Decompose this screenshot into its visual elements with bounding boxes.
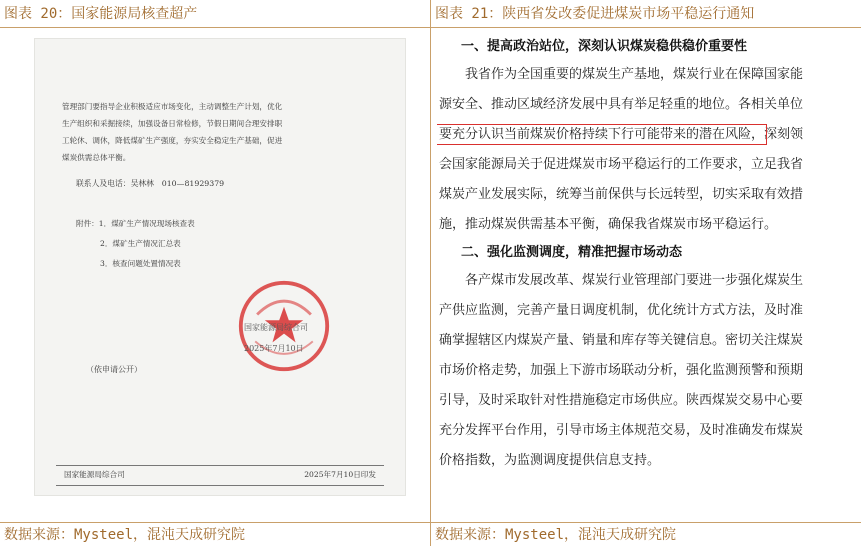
highlighted-risk-text: 要充分认识当前煤炭价格持续下行可能带来的潜在风险，	[439, 127, 765, 142]
paragraph-line: 煤炭产业发展实际，统筹当前保供与长远转型，切实采取有效措	[439, 187, 804, 202]
document-attachments	[76, 214, 195, 274]
figure-20-title: 图表 20：国家能源局核查超产	[0, 0, 430, 28]
document-line: 管理部门要指导企业积极适应市场变化，主动调整生产计划，优化	[62, 102, 283, 111]
figure-21-title: 图表 21：陕西省发改委促进煤炭市场平稳运行通知	[431, 0, 861, 28]
footer-org: 国家能源局综合司	[64, 470, 125, 479]
document-paragraph	[62, 98, 382, 166]
paragraph-line: 确掌握辖区内煤炭产量、销量和库存等关键信息。密切关注煤炭	[439, 333, 804, 348]
footer-date: 2025年7月10日印发	[304, 470, 376, 479]
publicity-note: （依申请公开）	[86, 365, 142, 374]
paragraph-line: 施，推动煤炭供需基本平衡，确保我省煤炭市场平稳运行。	[439, 217, 778, 232]
section-heading-2: 二、强化监测调度，精准把握市场动态	[461, 245, 683, 260]
figure-21-panel	[431, 0, 861, 546]
figure-20-source: 数据来源：Mysteel，混沌天成研究院	[0, 522, 430, 546]
figure-21-source: 数据来源：Mysteel，混沌天成研究院	[431, 522, 861, 546]
signature-org: 国家能源局综合司	[244, 323, 308, 332]
paragraph-line: 充分发挥平台作用，引导市场主体规范交易，及时准确发布煤炭	[439, 423, 804, 438]
attachment-item: 附件：1．煤矿生产情况现场核查表	[76, 219, 195, 228]
footer-rule	[56, 465, 384, 466]
paragraph-line: 会国家能源局关于促进煤炭市场平稳运行的工作要求，立足我省	[439, 157, 804, 172]
document-line: 生产组织和采掘接续，加强设备日常检修，节假日期间合理安排职	[62, 119, 283, 128]
paragraph-line-rest: 深刻领	[764, 127, 804, 142]
paragraph-line: 源安全、推动区域经济发展中具有举足轻重的地位。各相关单位	[439, 97, 804, 112]
paragraph-line: 各产煤市发展改革、煤炭行业管理部门要进一步强化煤炭生	[465, 273, 804, 288]
paragraph-line: 市场价格走势，加强上下游市场联动分析，强化监测预警和预期	[439, 363, 804, 378]
paragraph-line	[437, 120, 855, 150]
notice-text	[437, 34, 855, 476]
scanned-document	[34, 38, 406, 496]
paragraph-line: 引导，及时采取针对性措施稳定市场供应。陕西煤炭交易中心要	[439, 393, 804, 408]
footer-rule	[56, 485, 384, 486]
document-line: 煤炭供需总体平衡。	[62, 153, 131, 162]
attachment-item: 3．核查问题处置情况表	[100, 259, 181, 268]
figure-20-panel	[0, 0, 430, 546]
signature-date: 2025年7月10日	[244, 344, 304, 353]
paragraph-line: 价格指数，为监测调度提供信息支持。	[439, 453, 661, 468]
document-line: 工轮休、调休，降低煤矿生产强度，夯实安全稳定生产基础，促进	[62, 136, 283, 145]
paragraph-line: 我省作为全国重要的煤炭生产基地，煤炭行业在保障国家能	[465, 67, 804, 82]
document-contact: 联系人及电话：吴林林 010—81929379	[76, 179, 225, 188]
attachment-item: 2．煤矿生产情况汇总表	[100, 239, 181, 248]
paragraph-line: 产供应监测，完善产量日调度机制，优化统计方式方法，及时准	[439, 303, 804, 318]
section-heading-1: 一、提高政治站位，深刻认识煤炭稳供稳价重要性	[461, 39, 748, 54]
